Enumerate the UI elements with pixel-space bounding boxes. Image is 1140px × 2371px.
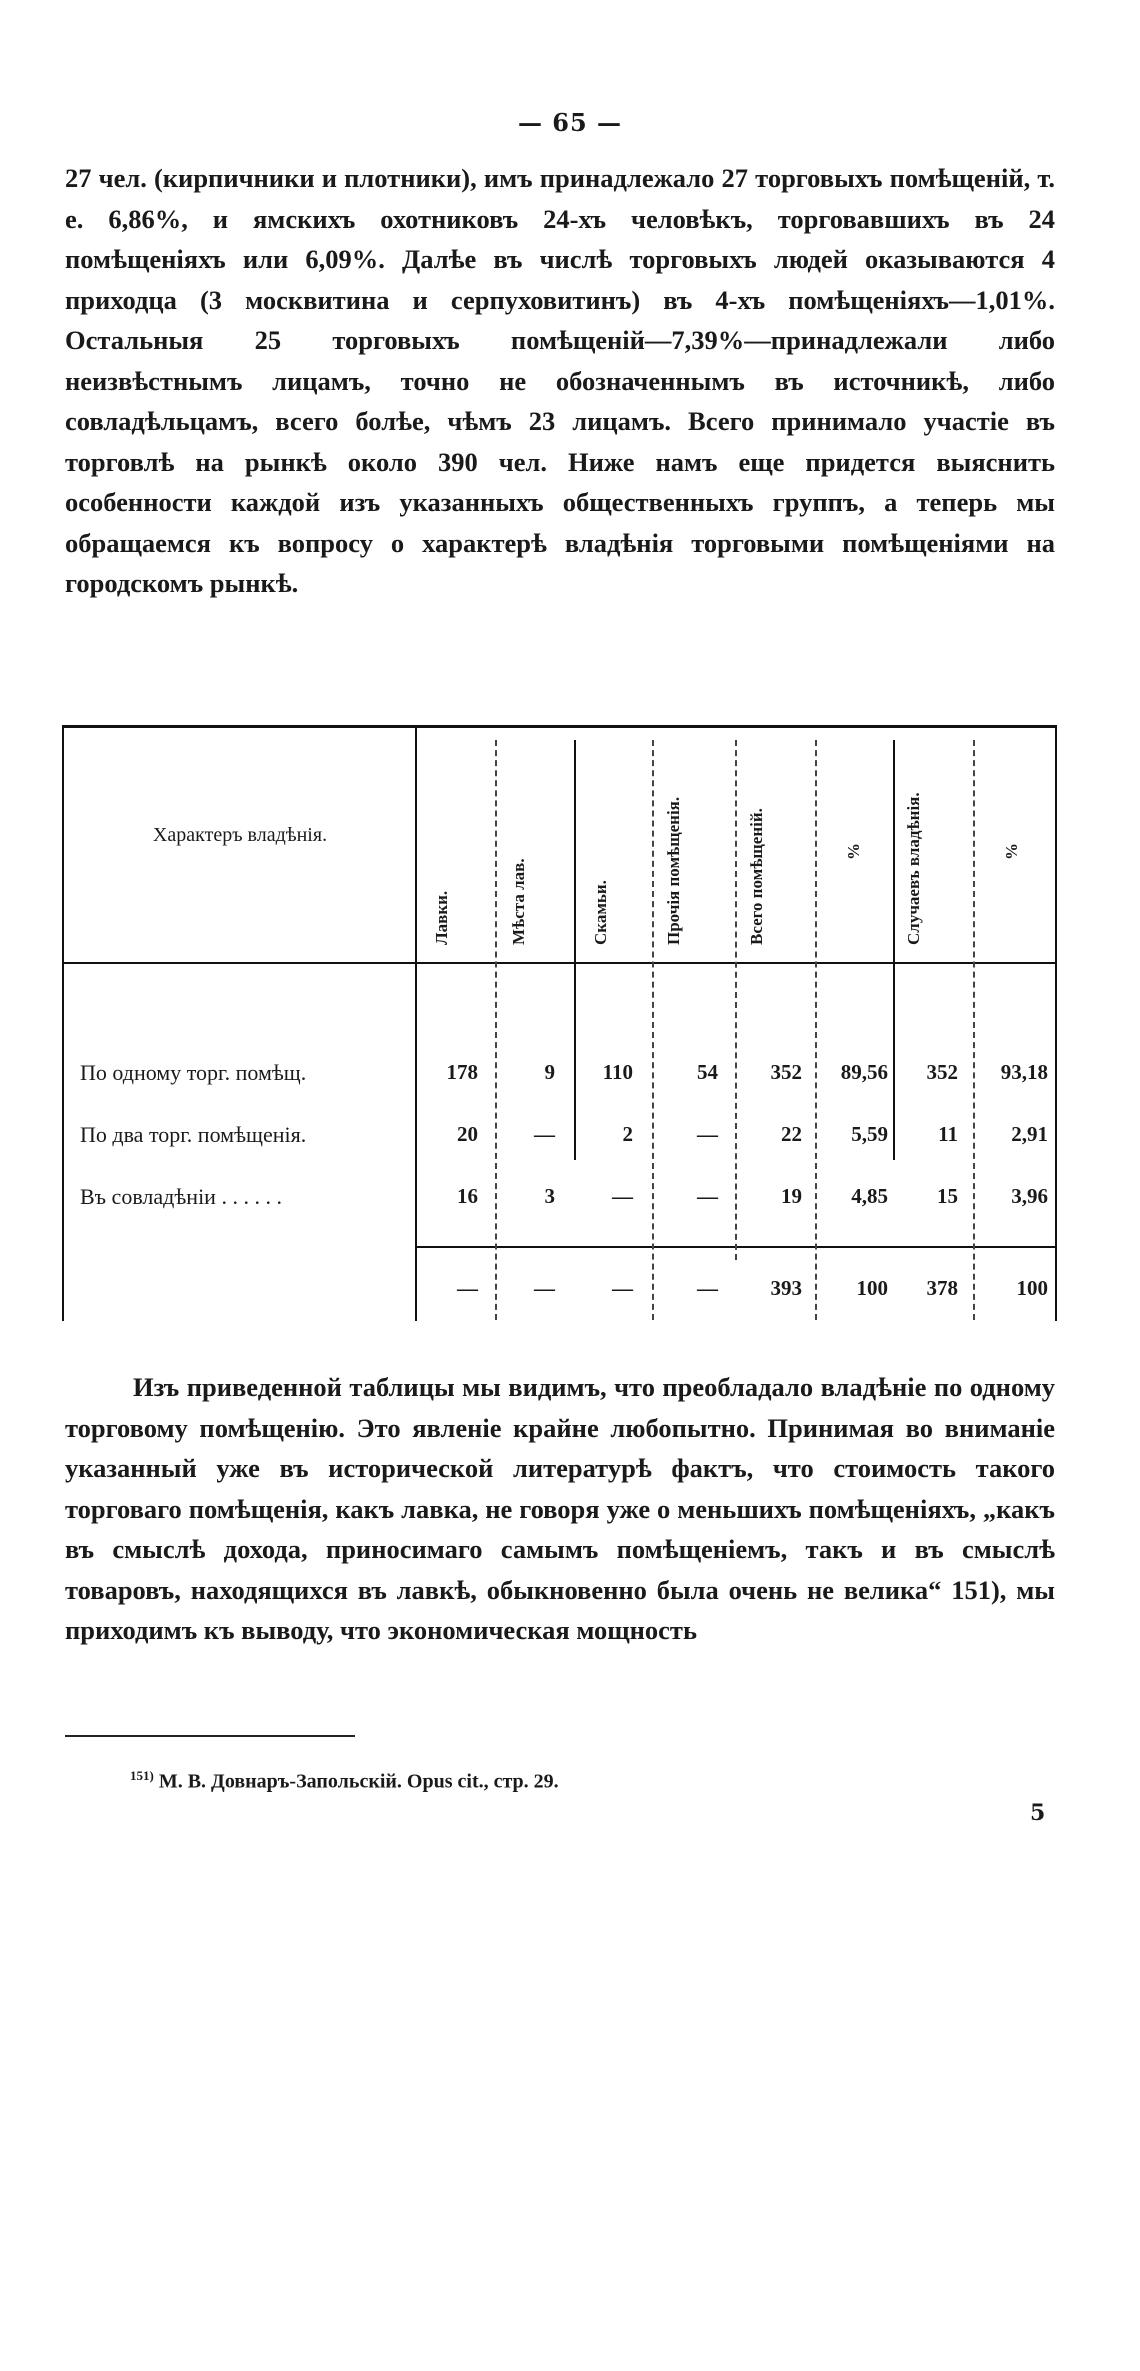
paragraph-2: Изъ приведенной таблицы мы видимъ, что преобладало владѣніе по одному торговому помѣщенію. Это явленіе крайне любопытно. Принимая во вниманіе указанный уже въ исторической литературѣ фактъ, что стоимость такого торговаго помѣщенія, какъ лавка, не говоря уже о меньшихъ помѣщеніяхъ, „какъ въ смыслѣ дохода, приносимаго самымъ помѣщеніемъ, такъ и въ смыслѣ товаровъ, находящихся въ лавкѣ, обыкновенно была очень не велика“ 151), мы приходимъ къ выводу, что экономическая мощность: [65, 1372, 1055, 1645]
total-c6: 100: [856, 1276, 888, 1300]
cell-r3-c7: 15: [937, 1184, 958, 1208]
cell-r3-c4: —: [697, 1184, 718, 1208]
cell-r3-c3: —: [612, 1184, 633, 1208]
col-divider-6: [893, 740, 895, 1160]
paragraph-1: 27 чел. (кирпичники и плотники), имъ принадлежало 27 торговыхъ помѣщеній, т. е. 6,86%, и ямскихъ охотниковъ 24-хъ человѣкъ, торговавшихъ въ 24 помѣщеніяхъ или 6,09%. Далѣе въ числѣ торговыхъ людей оказываются 4 приходца (3 москвитина и серпуховитинъ) въ 4-хъ помѣщеніяхъ—1,01%. Остальныя 25 торговыхъ помѣщеній—7,39%—принадлежали либо неизвѣстнымъ лицамъ, точно не обозначеннымъ въ источникѣ, либо совладѣльцамъ, всего болѣе, чѣмъ 23 лицамъ. Всего принимало участіе въ торговлѣ на рынкѣ около 390 чел. Ниже намъ еще придется выяснить особенности каждой изъ указанныхъ общественныхъ группъ, а теперь мы обращаемся къ вопросу о характерѣ владѣнія торговыми помѣщеніями на городскомъ рынкѣ.: [65, 163, 1055, 598]
table-top-rule: [62, 725, 1057, 728]
total-c7: 378: [926, 1276, 958, 1300]
total-c3: —: [612, 1276, 633, 1300]
footnote-rule: [65, 1735, 355, 1737]
cell-r1-c3: 110: [602, 1060, 633, 1084]
cell-r2-c7: 11: [938, 1122, 958, 1146]
table-header-rule: [62, 962, 1057, 964]
row-label-2: По два торг. помѣщенія.: [80, 1122, 307, 1147]
cell-r3-c8: 3,96: [1011, 1184, 1048, 1208]
cell-r2-c6: 5,59: [851, 1122, 888, 1146]
col-divider-7: [973, 740, 975, 1320]
table-border-right: [1055, 725, 1057, 1321]
total-c1: —: [457, 1276, 478, 1300]
col-divider-4: [735, 740, 737, 1260]
cell-r2-c4: —: [697, 1122, 718, 1146]
table-border-left: [62, 725, 64, 1321]
cell-r2-c5: 22: [781, 1122, 802, 1146]
total-c4: —: [697, 1276, 718, 1300]
col-divider-5: [815, 740, 817, 1320]
cell-r1-c5: 352: [770, 1060, 802, 1084]
total-c5: 393: [770, 1276, 802, 1300]
header-ownership-type: Характеръ владѣнія.: [152, 824, 328, 846]
signature-mark: 5: [1030, 1800, 1046, 1826]
footnote-text: М. В. Довнаръ-Запольскій. Opus cit., стр. 29.: [158, 1770, 559, 1793]
cell-r2-c8: 2,91: [1011, 1122, 1048, 1146]
cell-r1-c7: 352: [926, 1060, 958, 1084]
page-number: — 65 —: [517, 108, 623, 137]
cell-r3-c1: 16: [457, 1184, 478, 1208]
cell-r3-c2: 3: [544, 1184, 555, 1208]
row-label-3: Въ совладѣніи . . . . . .: [80, 1184, 282, 1209]
cell-r1-c2: 9: [544, 1060, 555, 1084]
col-divider-1: [495, 740, 497, 1320]
footer-region: [0, 1735, 1140, 2371]
cell-r1-c4: 54: [697, 1060, 718, 1084]
col-divider-3: [652, 740, 654, 1320]
total-c8: 100: [1016, 1276, 1048, 1300]
cell-r1-c1: 178: [446, 1060, 478, 1084]
cell-r1-c6: 89,56: [840, 1060, 888, 1084]
table-divider-label: [415, 725, 417, 1321]
cell-r2-c2: —: [534, 1122, 555, 1146]
row-label-1: По одному торг. помѣщ.: [80, 1060, 307, 1085]
cell-r2-c3: 2: [622, 1122, 633, 1146]
footnote-marker: 151): [130, 1768, 154, 1783]
footnote: [130, 1768, 559, 1794]
col-divider-2: [574, 740, 576, 1160]
cell-r3-c5: 19: [781, 1184, 802, 1208]
cell-r1-c8: 93,18: [1000, 1060, 1048, 1084]
cell-r2-c1: 20: [457, 1122, 478, 1146]
cell-r3-c6: 4,85: [851, 1184, 888, 1208]
total-c2: —: [534, 1276, 555, 1300]
